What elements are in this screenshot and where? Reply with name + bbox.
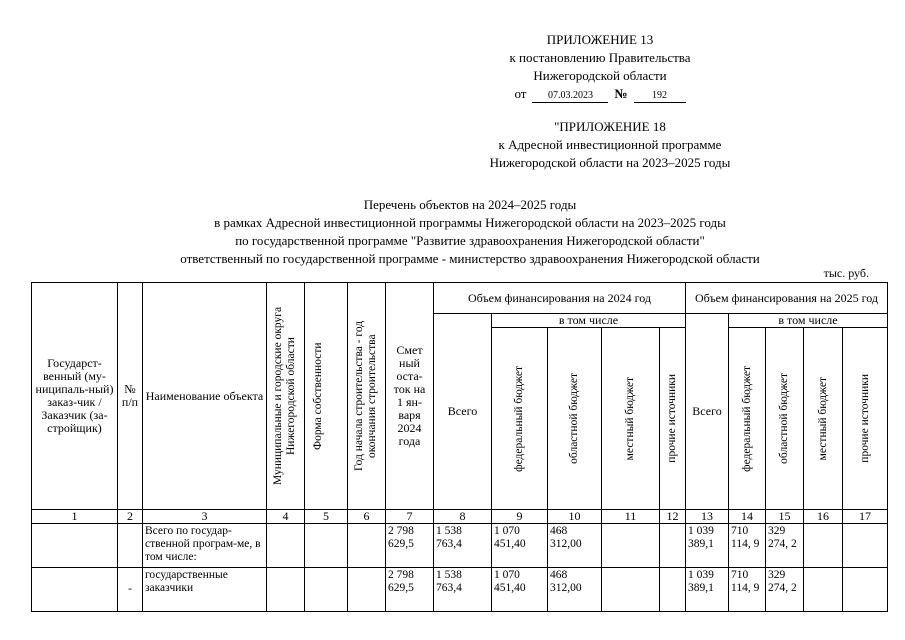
column-numbers-row (32, 510, 888, 524)
balance-cell: 2 798 629,5 (386, 568, 434, 612)
annex-18-block (430, 118, 790, 172)
other-2024-cell (660, 568, 686, 612)
district-cell (267, 524, 305, 568)
row-number: - (118, 568, 143, 612)
title-line2: в рамках Адресной инвестиционной программы Нижегородской области на 2023–2025 годы (214, 215, 726, 230)
header-total-2024: Всего (434, 314, 492, 510)
ownership-cell (305, 568, 348, 612)
col-number: 1 (32, 510, 118, 524)
col-number: 17 (843, 510, 888, 524)
header-years: Год начала строительства - год окончания строительства (352, 320, 378, 472)
title-line1: Перечень объектов на 2024–2025 годы (363, 197, 577, 212)
header-other-2024: прочие источники (666, 374, 678, 463)
col-number: 15 (766, 510, 804, 524)
header-federal-2024: федеральный бюджет (513, 365, 525, 472)
col-number: 10 (548, 510, 602, 524)
federal-2025-cell: 710 114, 9 (729, 568, 766, 612)
col-number: 3 (143, 510, 267, 524)
regional-2025-cell: 329 274, 2 (766, 568, 804, 612)
total-2025-cell: 1 039 389,1 (686, 524, 729, 568)
header-fin-2024: Объем финансирования на 2024 год (434, 283, 686, 314)
header-name: Наименование объекта (143, 283, 267, 510)
federal-2024-cell: 1 070 451,40 (492, 568, 548, 612)
annex-18-line3: Нижегородской области на 2023–2025 годы (489, 155, 731, 170)
header-incl-2025: в том числе (729, 314, 888, 328)
col-number: 8 (434, 510, 492, 524)
document-title (110, 196, 830, 268)
annex-18-line2: к Адресной инвестиционной программе (498, 137, 722, 152)
federal-2024-cell: 1 070 451,40 (492, 524, 548, 568)
header-total-2025: Всего (686, 314, 729, 510)
annex-13-line2: к постановлению Правительства (509, 50, 691, 65)
col-number: 9 (492, 510, 548, 524)
col-number: 4 (267, 510, 305, 524)
local-2024-cell (602, 568, 660, 612)
local-2025-cell (804, 524, 843, 568)
annex-13-block (470, 31, 730, 103)
header-incl-2024: в том числе (492, 314, 686, 328)
row-number (118, 524, 143, 568)
table-row (32, 524, 888, 568)
header-local-2025: местный бюджет (816, 376, 829, 461)
regional-2024-cell: 468 312,00 (548, 524, 602, 568)
header-num: № п/п (118, 283, 143, 510)
col-number: 7 (386, 510, 434, 524)
decree-number: 192 (634, 90, 686, 103)
col-number: 12 (660, 510, 686, 524)
col-number: 13 (686, 510, 729, 524)
number-label: № (614, 86, 628, 101)
objects-table (31, 282, 888, 612)
header-federal-2025: федеральный бюджет (740, 365, 753, 472)
header-regional-2025: областной бюджет (778, 373, 790, 464)
unit-label: тыс. руб. (823, 266, 869, 280)
header-local-2024: местный бюджет (624, 376, 636, 461)
total-2024-cell: 1 538 763,4 (434, 568, 492, 612)
col-number: 11 (602, 510, 660, 524)
col-number: 16 (804, 510, 843, 524)
object-name: Всего по государ-ственной програм-ме, в том числе: (143, 524, 267, 568)
header-ownership: Форма собственности (312, 342, 324, 450)
table-row (32, 568, 888, 612)
from-label: от (514, 86, 527, 101)
header-balance: Смет ный оста-ток на 1 ян-варя 2024 года (386, 283, 434, 510)
decree-date: 07.03.2023 (532, 90, 608, 103)
annex-13-line3: Нижегородской области (533, 68, 667, 83)
header-fin-2025: Объем финансирования на 2025 год (686, 283, 888, 314)
federal-2025-cell: 710 114, 9 (729, 524, 766, 568)
annex-18-title: "ПРИЛОЖЕНИЕ 18 (554, 119, 666, 134)
col-number: 5 (305, 510, 348, 524)
local-2025-cell (804, 568, 843, 612)
local-2024-cell (602, 524, 660, 568)
col-number: 6 (348, 510, 386, 524)
total-2024-cell: 1 538 763,4 (434, 524, 492, 568)
other-2024-cell (660, 524, 686, 568)
title-line4: ответственный по государственной программе - министерство здравоохранения Нижегородской области (180, 251, 760, 266)
header-customer: Государст-венный (му-ниципаль-ный) заказ-чик / Заказчик (за-стройщик) (32, 283, 118, 510)
ownership-cell (305, 524, 348, 568)
col-number: 14 (729, 510, 766, 524)
total-2025-cell: 1 039 389,1 (686, 568, 729, 612)
header-regional-2024: областной бюджет (568, 373, 580, 464)
customer-cell (32, 568, 118, 612)
other-2025-cell (843, 568, 888, 612)
object-name: государственные заказчики (143, 568, 267, 612)
years-cell (348, 568, 386, 612)
other-2025-cell (843, 524, 888, 568)
customer-cell (32, 524, 118, 568)
balance-cell: 2 798 629,5 (386, 524, 434, 568)
annex-13-title: ПРИЛОЖЕНИЕ 13 (546, 32, 654, 47)
years-cell (348, 524, 386, 568)
col-number: 2 (118, 510, 143, 524)
district-cell (267, 568, 305, 612)
regional-2024-cell: 468 312,00 (548, 568, 602, 612)
header-district: Муниципальные и городские округа Нижегородской области (271, 306, 297, 486)
header-other-2025: прочие источники (858, 374, 871, 463)
title-line3: по государственной программе "Развитие здравоохранения Нижегородской области" (235, 233, 705, 248)
regional-2025-cell: 329 274, 2 (766, 524, 804, 568)
